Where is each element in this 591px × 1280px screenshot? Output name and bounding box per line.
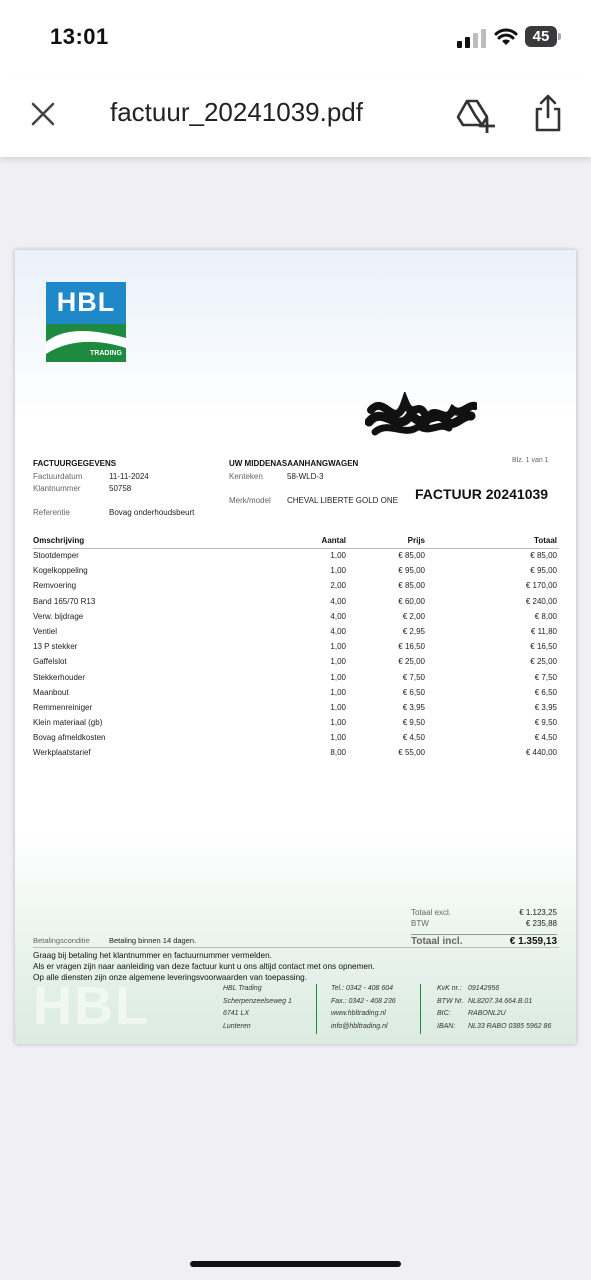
footer-bank-values: 09142956 NL8207.34.664.B.01 RABONL2U NL33 RABO 0385 5962 86 [468, 985, 552, 1030]
btw-label: BTW [411, 919, 429, 928]
table-row: Werkplaatstarief 8,00 € 55,00 € 440,00 [33, 748, 557, 758]
betalingsconditie-value: Betaling binnen 14 dagen. [109, 936, 197, 945]
invoice-title: FACTUUR 20241039 [415, 486, 549, 502]
close-icon[interactable] [28, 99, 58, 129]
pdf-page[interactable] [15, 250, 576, 1044]
table-row: Kogelkoppeling 1,00 € 95,00 € 95,00 [33, 566, 557, 576]
hbl-logo: HBL TRADING [46, 282, 126, 362]
table-row: Klein materiaal (gb) 1,00 € 9,50 € 9,50 [33, 718, 557, 728]
table-row: Band 165/70 R13 4,00 € 60,00 € 240,00 [33, 596, 557, 606]
table-row: 13 P stekker 1,00 € 16,50 € 16,50 [33, 642, 557, 652]
factuurdatum-value: 11-11-2024 [109, 472, 149, 481]
footer-address: HBL Trading Scherpenzeelseweg 1 6741 LX Lunteren [223, 985, 292, 1030]
status-time: 13:01 [50, 24, 109, 49]
referentie-label: Referentie [33, 508, 70, 517]
table-row: Remvoering 2,00 € 85,00 € 170,00 [33, 581, 557, 591]
referentie-value: Bovag onderhoudsbeurt [109, 508, 195, 517]
battery-icon [525, 26, 561, 47]
table-row: Verw. bijdrage 4,00 € 2,00 € 8,00 [33, 611, 557, 621]
totaal-excl-label: Totaal excl. [411, 908, 452, 917]
table-row: Gaffelslot 1,00 € 25,00 € 25,00 [33, 657, 557, 667]
table-row: Bovag afmeldkosten 1,00 € 4,50 € 4,50 [33, 733, 557, 743]
viewer-toolbar [0, 75, 591, 157]
factuurgegevens-heading: FACTUURGEGEVENS [33, 459, 117, 468]
wifi-icon [494, 26, 518, 46]
page-indicator: Blz. 1 van 1 [512, 457, 549, 464]
col-totaal: Totaal [534, 536, 557, 545]
totaal-excl-value: € 1.123,25 [519, 908, 557, 917]
merk-label: Merk/model [229, 496, 271, 505]
file-name: factuur_20241039.pdf [110, 97, 363, 127]
home-indicator[interactable] [190, 1261, 401, 1267]
col-prijs: Prijs [407, 536, 425, 545]
table-row: Ventiel 4,00 € 2,95 € 11,80 [33, 626, 557, 636]
battery-level: 45 [525, 26, 557, 47]
klantnummer-label: Klantnummer [33, 484, 81, 493]
invoice-lines [33, 549, 559, 762]
totaal-incl-label: Totaal incl. [411, 936, 463, 947]
kenteken-value: 58-WLD-3 [287, 472, 324, 481]
divider [33, 947, 559, 948]
col-aantal: Aantal [321, 536, 346, 545]
totaal-incl-value: € 1.359,13 [509, 936, 557, 947]
klantnummer-value: 50758 [109, 484, 132, 493]
factuurdatum-label: Factuurdatum [33, 472, 83, 481]
table-row: Remmenreiniger 1,00 € 3,95 € 3,95 [33, 702, 557, 712]
redaction-scribble [365, 392, 477, 440]
table-row: Stekkerhouder 1,00 € 7,50 € 7,50 [33, 672, 557, 682]
col-omschrijving: Omschrijving [33, 536, 85, 545]
btw-value: € 235,88 [525, 919, 557, 928]
share-icon[interactable] [532, 93, 564, 133]
footer-bank-labels: KvK nr.: BTW Nr. BIC: IBAN: [437, 985, 464, 1030]
table-row: Maanbout 1,00 € 6,50 € 6,50 [33, 687, 557, 697]
cellular-signal-icon [457, 28, 487, 48]
footer-contact: Tel.: 0342 - 408 604 Fax.: 0342 - 408 236 www.hbltrading.nl info@hbltrading.nl [331, 985, 396, 1030]
vehicle-heading: UW MIDDENASAANHANGWAGEN [229, 459, 359, 468]
add-to-drive-icon[interactable] [455, 97, 495, 133]
merk-value: CHEVAL LIBERTE GOLD ONE [287, 496, 398, 505]
status-bar [0, 0, 591, 75]
betalingsconditie-label: Betalingsconditie [33, 936, 90, 945]
invoice-notes: Graag bij betaling het klantnummer en factuurnummer vermelden. Als er vragen zijn naar aanleiding van deze factuur kunt u ons altijd contact met ons opnemen. Op alle diensten zijn onze algemene leveringsvoorwaarden van toepassing. [33, 951, 375, 982]
table-row: Stootdemper 1,00 € 85,00 € 85,00 [33, 551, 557, 560]
table-header [33, 535, 559, 549]
kenteken-label: Kenteken [229, 472, 263, 481]
hbl-watermark: HBL [33, 976, 150, 1036]
